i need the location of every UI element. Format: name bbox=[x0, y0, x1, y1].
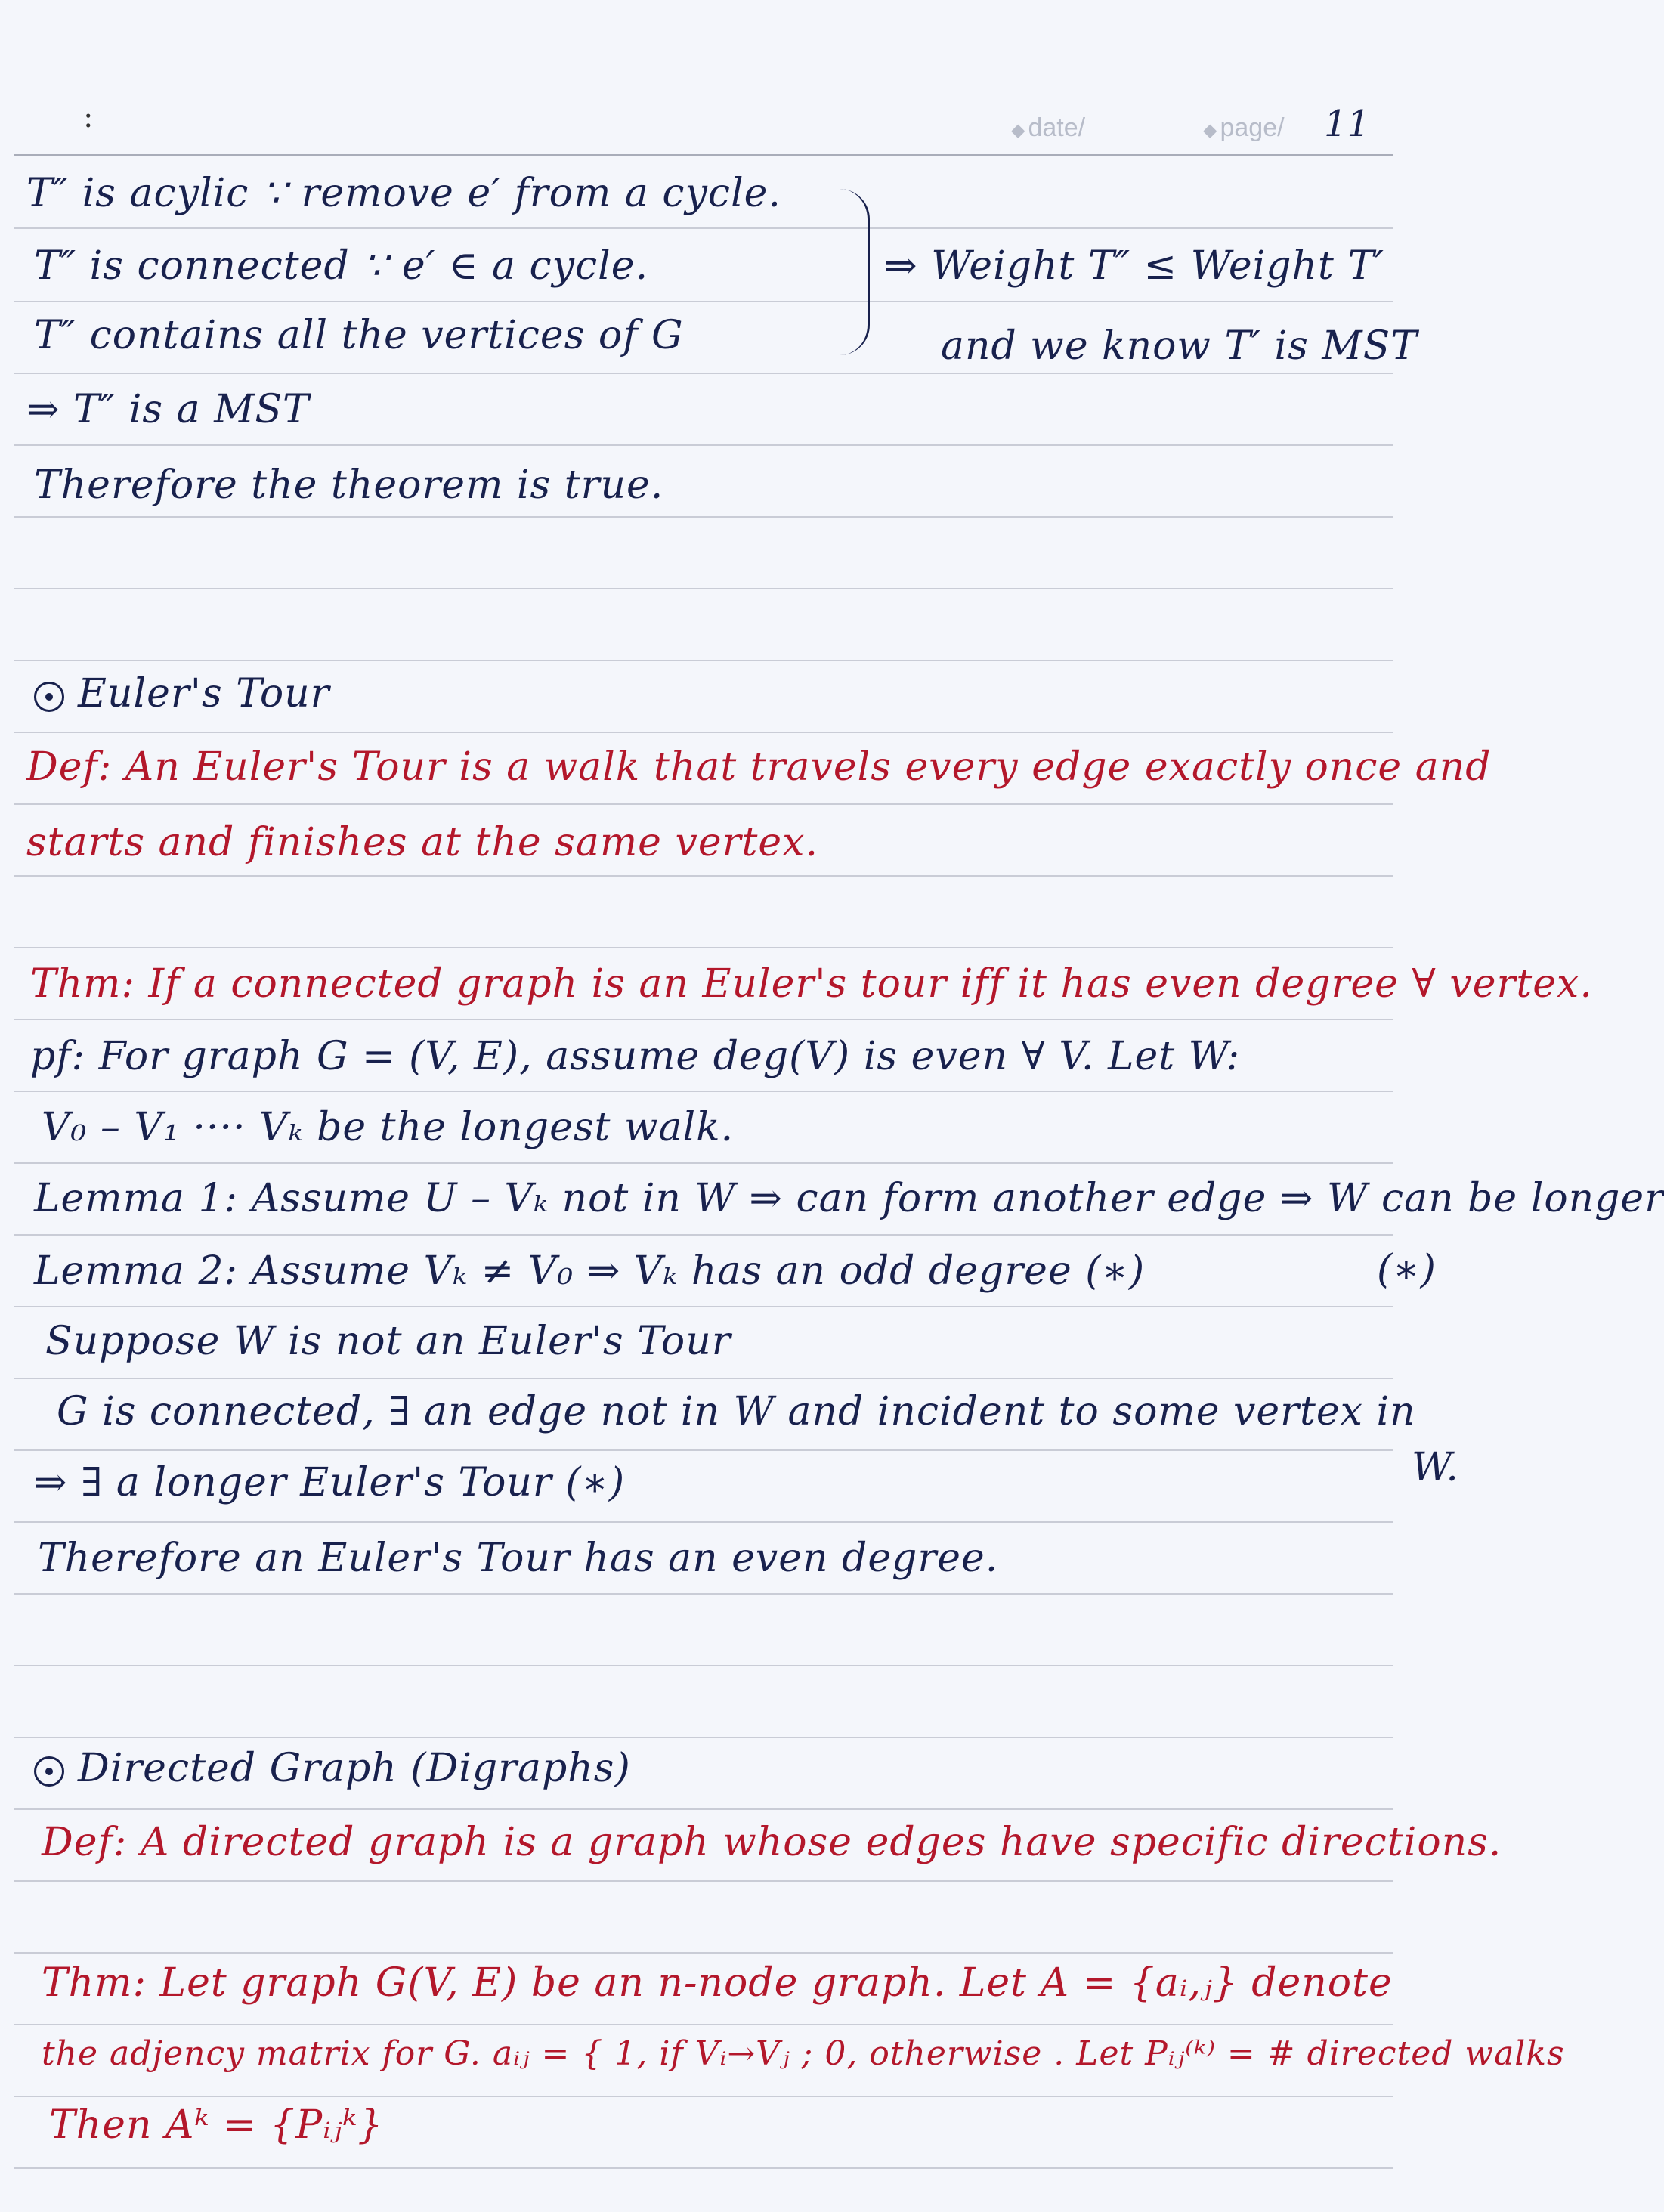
euler-heading: Euler's Tour bbox=[34, 671, 330, 716]
diamond-icon: ◆ bbox=[1011, 120, 1025, 141]
lemma-2-mark: (∗) bbox=[1377, 1247, 1437, 1292]
digraph-theorem-1: Thm: Let graph G(V, E) be an n-node graph. Let A = {aᵢ,ⱼ} denote bbox=[42, 1960, 1393, 2006]
digraph-heading: Directed Graph (Digraphs) bbox=[34, 1746, 631, 1791]
theorem-true: Therefore the theorem is true. bbox=[34, 463, 664, 508]
date-label: ◆ date/ bbox=[1011, 113, 1086, 142]
bullet-icon bbox=[34, 682, 64, 712]
right-brace bbox=[837, 189, 870, 355]
proof-line-connected: T″ is connected ∵ e′ ∈ a cycle. bbox=[34, 243, 649, 289]
euler-proof-2: V₀ – V₁ ···· Vₖ be the longest walk. bbox=[42, 1105, 735, 1150]
weight-comparison: ⇒ Weight T″ ≤ Weight T′ bbox=[884, 243, 1384, 289]
digraph-theorem-2: the adjency matrix for G. aᵢⱼ = { 1, if Vᵢ→Vⱼ ; 0, otherwise . Let Pᵢⱼ⁽ᵏ⁾ = # directed walks bbox=[42, 2034, 1565, 2073]
euler-conclusion: Therefore an Euler's Tour has an even degree. bbox=[38, 1536, 999, 1581]
digraph-definition: Def: A directed graph is a graph whose edges have specific directions. bbox=[42, 1820, 1502, 1865]
proof-conclusion: ⇒ T″ is a MST bbox=[26, 387, 310, 432]
g-connected-w: W. bbox=[1412, 1445, 1459, 1490]
euler-definition-2: starts and finishes at the same vertex. bbox=[26, 820, 818, 865]
page-number: 11 bbox=[1324, 103, 1371, 145]
euler-theorem: Thm: If a connected graph is an Euler's tour iff it has even degree ∀ vertex. bbox=[30, 961, 1593, 1007]
longer-tour-line: ⇒ ∃ a longer Euler's Tour (∗) bbox=[34, 1460, 626, 1505]
lemma-1: Lemma 1: Assume U – Vₖ not in W ⇒ can form another edge ⇒ W can be longer bbox=[34, 1176, 1664, 1221]
diamond-icon: ◆ bbox=[1203, 120, 1217, 141]
g-connected-line: G is connected, ∃ an edge not in W and incident to some vertex in bbox=[57, 1389, 1416, 1434]
lemma-2: Lemma 2: Assume Vₖ ≠ V₀ ⇒ Vₖ has an odd degree (∗) bbox=[34, 1248, 1146, 1294]
euler-definition-1: Def: An Euler's Tour is a walk that travels every edge exactly once and bbox=[26, 744, 1492, 790]
proof-line-acyclic: T″ is acylic ∵ remove e′ from a cycle. bbox=[26, 171, 781, 216]
digraph-theorem-3: Then Aᵏ = {Pᵢⱼᵏ} bbox=[49, 2102, 384, 2148]
bullet-icon bbox=[34, 1756, 64, 1787]
euler-proof-1: pf: For graph G = (V, E), assume deg(V) is even ∀ V. Let W: bbox=[30, 1034, 1241, 1079]
mst-note: and we know T′ is MST bbox=[941, 323, 1418, 369]
proof-line-vertices: T″ contains all the vertices of G bbox=[34, 313, 684, 358]
corner-mark: : bbox=[83, 100, 94, 135]
page-label: ◆ page/ bbox=[1203, 113, 1285, 142]
suppose-line: Suppose W is not an Euler's Tour bbox=[45, 1319, 731, 1364]
